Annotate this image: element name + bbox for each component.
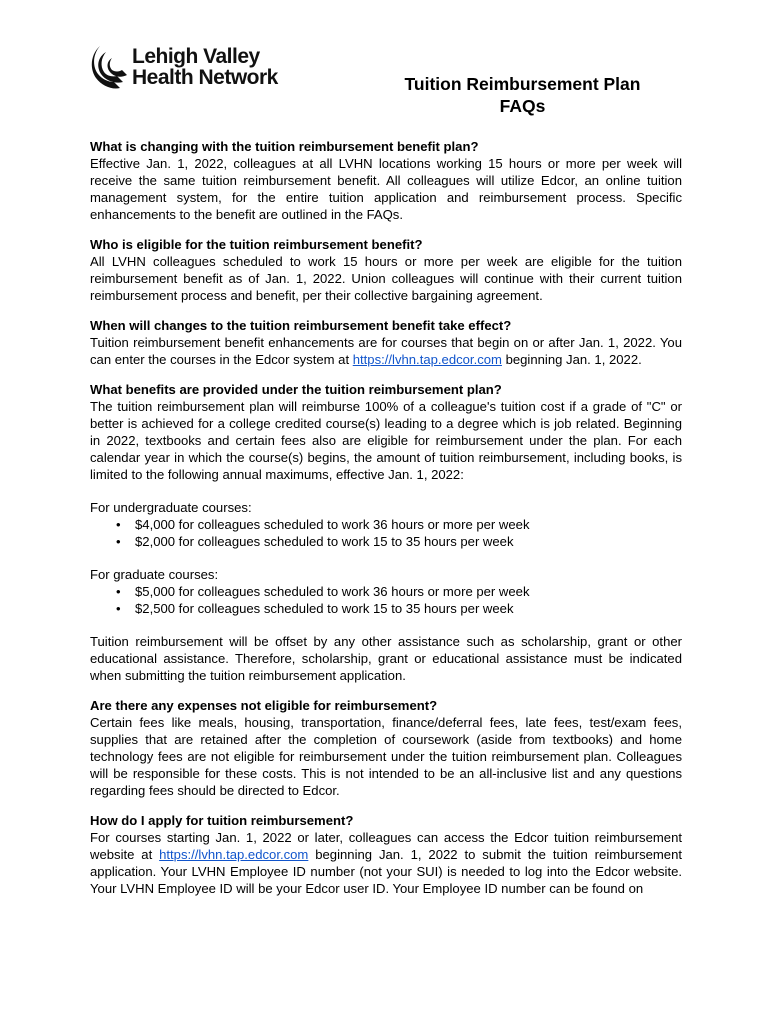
edcor-link[interactable]: https://lvhn.tap.edcor.com bbox=[159, 847, 309, 862]
faq-section-benefits bbox=[90, 381, 682, 684]
answer-text: Tuition reimbursement will be offset by any other assistance such as scholarship, grant or other educational assistance. Therefore, scholarship, grant or educational assistance must be indicated when submitting the tuition reimbursement application. bbox=[90, 634, 682, 683]
grad-list bbox=[90, 583, 682, 617]
faq-section-eligibility bbox=[90, 236, 682, 304]
answer-text-part: beginning Jan. 1, 2022 to submit the tuition reimbursement application. Your LVHN Employee ID number (not your SUI) is needed to log into the Edcor website. Your LVHN Employee ID will be your Edcor user ID. Your Employee ID number can be found on bbox=[90, 847, 683, 896]
faq-content bbox=[90, 138, 682, 910]
list-item bbox=[90, 600, 682, 617]
brand-logo bbox=[90, 44, 278, 90]
grad-label: For graduate courses: bbox=[90, 567, 219, 582]
brand-line-1: Lehigh Valley bbox=[132, 45, 260, 68]
question-heading: When will changes to the tuition reimbursement benefit take effect? bbox=[90, 318, 512, 333]
question-heading: Are there any expenses not eligible for reimbursement? bbox=[90, 698, 438, 713]
answer-text: Certain fees like meals, housing, transportation, finance/deferral fees, late fees, test/exam fees, supplies that are retained after the completion of coursework (aside from textbooks) and home technology fees are not eligible for reimbursement under the tuition reimbursement plan. Colleagues will be responsible for these costs. This is not intended to be an all-inclusive list and any questions regarding fees should be directed to Edcor. bbox=[90, 715, 682, 798]
list-item-text: $5,000 for colleagues scheduled to work 36 hours or more per week bbox=[135, 584, 530, 599]
answer-text bbox=[90, 334, 682, 368]
answer-text-part: Tuition reimbursement benefit enhancements are for courses that begin on or after Jan. 1, 2022. You can enter the courses in the Edcor system at bbox=[90, 335, 682, 367]
list-item-text: $2,000 for colleagues scheduled to work 15 to 35 hours per week bbox=[135, 534, 514, 549]
answer-text bbox=[90, 829, 682, 897]
faq-section-changes bbox=[90, 138, 682, 223]
edcor-link[interactable]: https://lvhn.tap.edcor.com bbox=[352, 352, 502, 367]
list-item bbox=[90, 533, 682, 550]
faq-section-how-to-apply bbox=[90, 812, 682, 897]
bullet-icon: • bbox=[116, 517, 121, 532]
bullet-icon: • bbox=[116, 534, 121, 549]
list-item-text: $2,500 for colleagues scheduled to work 15 to 35 hours per week bbox=[135, 601, 514, 616]
answer-text: Effective Jan. 1, 2022, colleagues at all LVHN locations working 15 hours or more per week will receive the same tuition reimbursement benefit. All colleagues will utilize Edcor, an online tuition management system, for the entire tuition application and reimbursement process. Specific enhancements to the benefit are outlined in the FAQs. bbox=[90, 156, 682, 222]
undergrad-label: For undergraduate courses: bbox=[90, 500, 252, 515]
question-heading: Who is eligible for the tuition reimbursement benefit? bbox=[90, 237, 423, 252]
brand-line-2: Health Network bbox=[132, 66, 278, 89]
answer-text: All LVHN colleagues scheduled to work 15 hours or more per week are eligible for the tuition reimbursement benefit as of Jan. 1, 2022. Union colleagues will continue with their current tuition reimbursement process and benefit, per their collective bargaining agreement. bbox=[90, 254, 682, 303]
question-heading: How do I apply for tuition reimbursement? bbox=[90, 813, 354, 828]
answer-text-part: For courses starting Jan. 1, 2022 or later, colleagues can access the Edcor tuition reimbursement website at bbox=[90, 830, 682, 862]
list-item bbox=[90, 583, 682, 600]
list-item bbox=[90, 516, 682, 533]
title-line-2: FAQs bbox=[499, 96, 546, 116]
title-line-1: Tuition Reimbursement Plan bbox=[404, 74, 641, 94]
faq-section-effective-date bbox=[90, 317, 682, 368]
answer-text-part: beginning Jan. 1, 2022. bbox=[501, 352, 642, 367]
bullet-icon: • bbox=[116, 601, 121, 616]
question-heading: What benefits are provided under the tuition reimbursement plan? bbox=[90, 382, 502, 397]
lvhn-logo-icon bbox=[90, 44, 128, 90]
bullet-icon: • bbox=[116, 584, 121, 599]
faq-section-ineligible-expenses bbox=[90, 697, 682, 799]
list-item-text: $4,000 for colleagues scheduled to work 36 hours or more per week bbox=[135, 517, 530, 532]
document-title bbox=[370, 73, 675, 117]
answer-text: The tuition reimbursement plan will reimburse 100% of a colleague's tuition cost if a grade of "C" or better is achieved for a college credited course(s) leading to a degree which is job related. Beginning in 2022, textbooks and certain fees also are eligible for reimbursement under the plan. For each calendar year in which the course(s) begins, the amount of tuition reimbursement, including books, is limited to the following annual maximums, effective Jan. 1, 2022: bbox=[90, 399, 682, 482]
question-heading: What is changing with the tuition reimbursement benefit plan? bbox=[90, 139, 479, 154]
undergrad-list bbox=[90, 516, 682, 550]
